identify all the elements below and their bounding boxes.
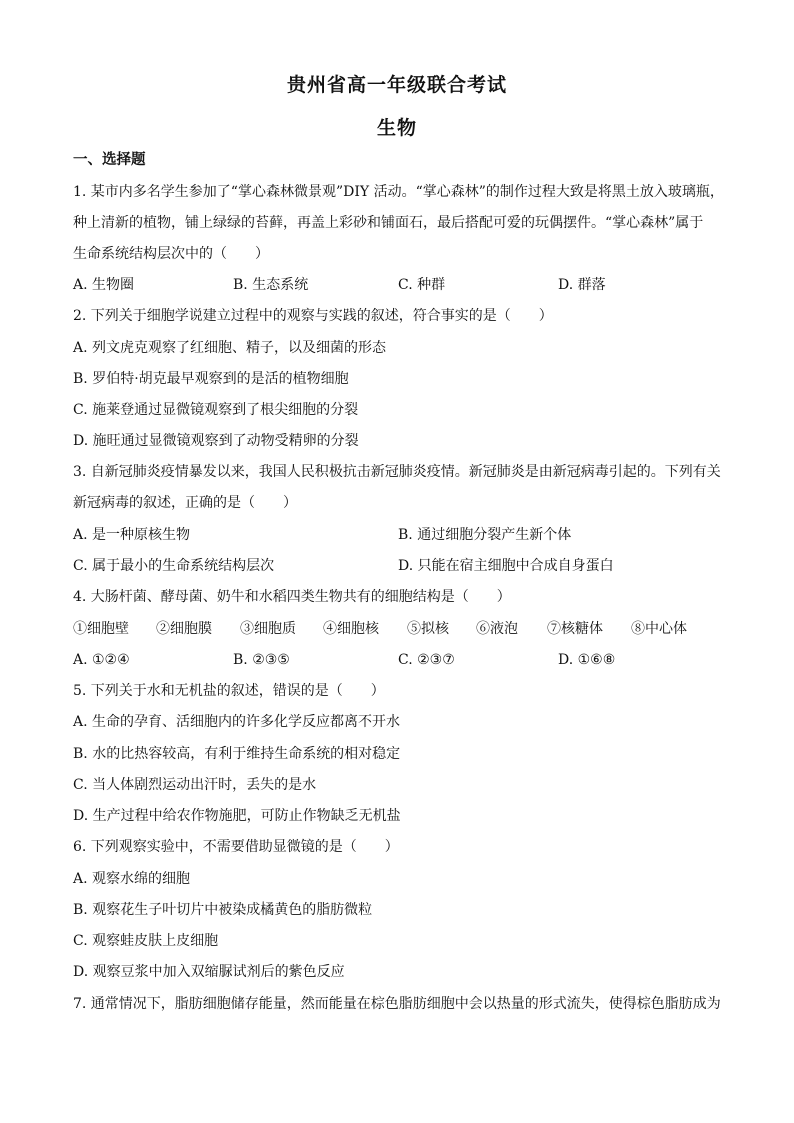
question-5-option-d: D. 生产过程中给农作物施肥，可防止作物缺乏无机盐 (73, 808, 401, 824)
question-4-item-1: ①细胞壁 (73, 621, 129, 637)
question-4-item-2: ②细胞膜 (156, 621, 212, 637)
question-4-item-3: ③细胞质 (240, 621, 296, 637)
question-6-option-a: A. 观察水绵的细胞 (73, 871, 191, 887)
question-1-option-d: D. 群落 (558, 277, 606, 293)
question-3-option-b: B. 通过细胞分裂产生新个体 (398, 527, 572, 543)
question-3-option-c: C. 属于最小的生命系统结构层次 (73, 558, 275, 574)
question-5-option-c: C. 当人体剧烈运动出汗时，丢失的是水 (73, 777, 317, 793)
question-2-stem: 2. 下列关于细胞学说建立过程中的观察与实践的叙述，符合事实的是（ ） (73, 308, 553, 324)
question-1-line-3: 生命系统结构层次中的（ ） (73, 246, 269, 262)
question-3-line-2: 新冠病毒的叙述，正确的是（ ） (73, 495, 297, 511)
question-4-item-7: ⑦核糖体 (547, 621, 603, 637)
question-1-line-2: 种上清新的植物，铺上绿绿的苔藓，再盖上彩砂和铺面石，最后搭配可爱的玩偶摆件。“掌心森林”属于 (73, 215, 704, 231)
question-4-item-4: ④细胞核 (323, 621, 379, 637)
question-2-option-a: A. 列文虎克观察了红细胞、精子，以及细菌的形态 (73, 340, 387, 356)
question-4-item-6: ⑥液泡 (476, 621, 518, 637)
question-6-option-c: C. 观察蛙皮肤上皮细胞 (73, 933, 219, 949)
question-4-stem: 4. 大肠杆菌、酵母菌、奶牛和水稻四类生物共有的细胞结构是（ ） (73, 589, 511, 605)
question-4-option-c: C. ②③⑦ (398, 652, 455, 668)
question-6-option-d: D. 观察豆浆中加入双缩脲试剂后的紫色反应 (73, 964, 345, 980)
question-3-option-d: D. 只能在宿主细胞中合成自身蛋白 (398, 558, 614, 574)
question-4-item-8: ⑧中心体 (631, 621, 687, 637)
question-2-option-b: B. 罗伯特·胡克最早观察到的是活的植物细胞 (73, 371, 349, 387)
question-5-option-b: B. 水的比热容较高，有利于维持生命系统的相对稳定 (73, 746, 401, 762)
question-4-item-5: ⑤拟核 (407, 621, 449, 637)
question-1-option-c: C. 种群 (398, 277, 446, 293)
question-1-option-a: A. 生物圈 (73, 277, 135, 293)
question-4-option-a: A. ①②④ (73, 652, 130, 668)
exam-title: 贵州省高一年级联合考试 (286, 74, 507, 96)
question-5-option-a: A. 生命的孕育、活细胞内的许多化学反应都离不开水 (73, 714, 401, 730)
section-heading: 一、选择题 (73, 152, 146, 168)
question-4-option-b: B. ②③⑤ (233, 652, 290, 668)
question-6-option-b: B. 观察花生子叶切片中被染成橘黄色的脂肪微粒 (73, 902, 373, 918)
question-1-line-1: 1. 某市内多名学生参加了“掌心森林微景观”DIY 活动。“掌心森林”的制作过程大致是将黑土放入玻璃瓶， (73, 184, 724, 200)
question-2-option-c: C. 施莱登通过显微镜观察到了根尖细胞的分裂 (73, 402, 359, 418)
question-7-stem: 7. 通常情况下，脂肪细胞储存能量，然而能量在棕色脂肪细胞中会以热量的形式流失，使得棕色脂肪成为 (73, 996, 721, 1012)
subject-title: 生物 (376, 117, 417, 139)
question-6-stem: 6. 下列观察实验中，不需要借助显微镜的是（ ） (73, 839, 399, 855)
question-4-option-d: D. ①⑥⑧ (558, 652, 616, 668)
question-1-option-b: B. 生态系统 (233, 277, 309, 293)
question-2-option-d: D. 施旺通过显微镜观察到了动物受精卵的分裂 (73, 433, 359, 449)
question-5-stem: 5. 下列关于水和无机盐的叙述，错误的是（ ） (73, 683, 385, 699)
question-3-line-1: 3. 自新冠肺炎疫情暴发以来，我国人民积极抗击新冠肺炎疫情。新冠肺炎是由新冠病毒引起的。下列有关 (73, 464, 721, 480)
question-3-option-a: A. 是一种原核生物 (73, 527, 191, 543)
